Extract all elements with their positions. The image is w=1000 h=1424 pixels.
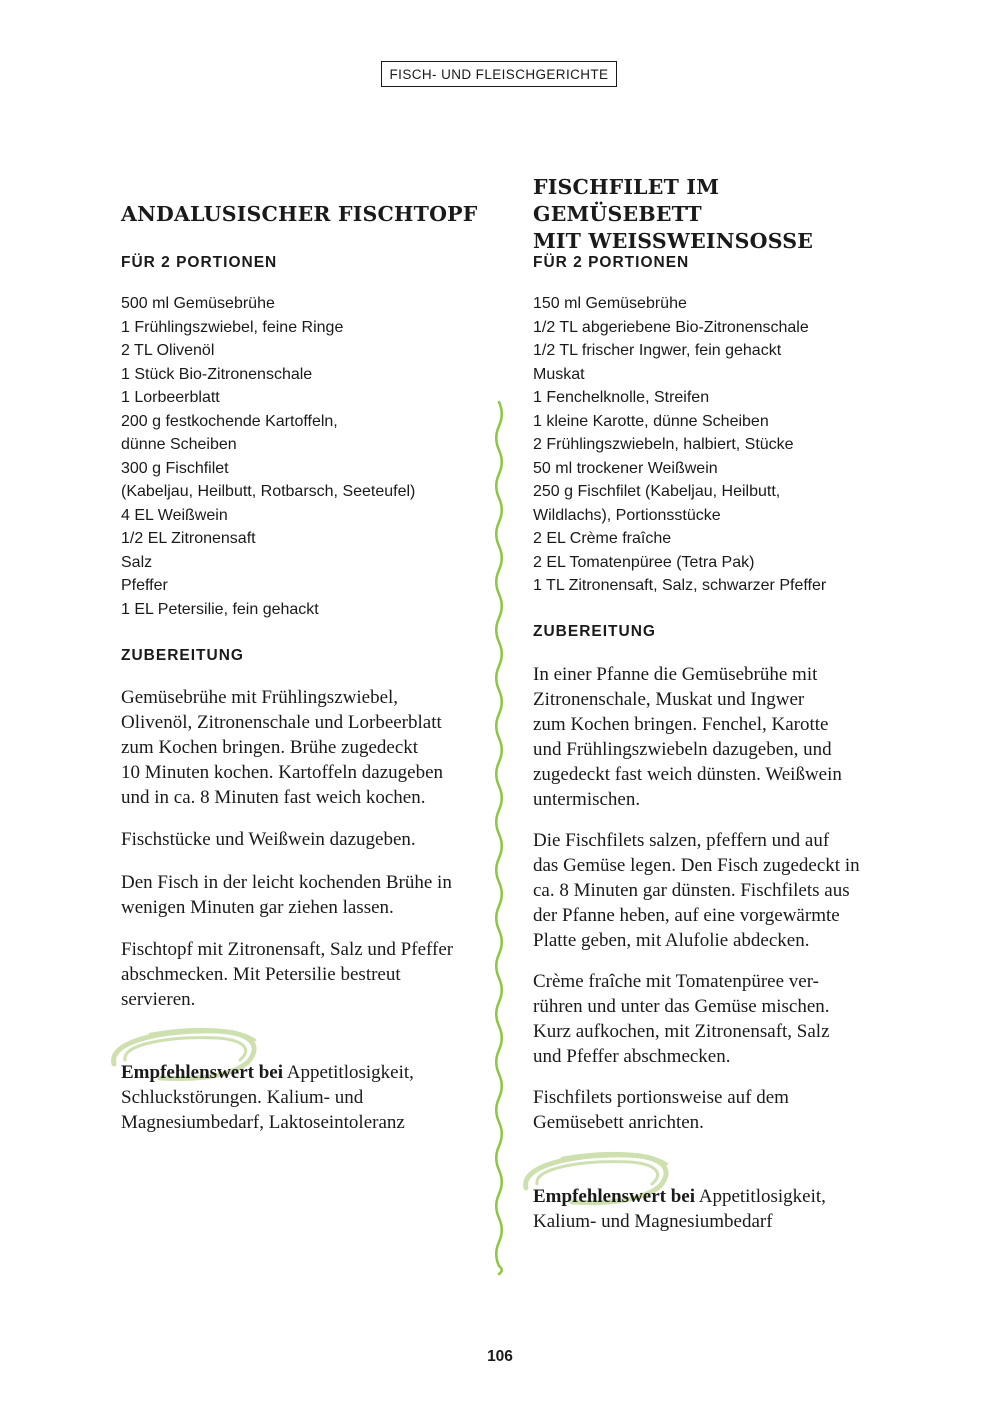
- text-line: zum Kochen bringen. Fenchel, Karotte: [533, 714, 829, 735]
- ingredient-item: Salz: [121, 553, 153, 571]
- recommend-label: Empfehlenswert bei: [121, 1062, 284, 1083]
- title-line: MIT WEISSWEINSOSSE: [533, 229, 814, 253]
- text-line: Fischstücke und Weißwein dazugeben.: [121, 829, 416, 850]
- right-portions-heading: FÜR 2 PORTIONEN: [533, 254, 690, 271]
- text-line: Magnesiumbedarf, Laktoseintoleranz: [121, 1112, 405, 1133]
- ingredient-item: Muskat: [533, 365, 585, 383]
- left-step-paragraph: [121, 827, 481, 852]
- ingredient-item: 1 Lorbeerblatt: [121, 389, 220, 406]
- text-line: Fischfilets portionsweise auf dem: [533, 1087, 789, 1108]
- ingredient-item: 2 EL Crème fraîche: [533, 530, 672, 547]
- right-step-paragraph: [533, 662, 883, 812]
- section-label: FISCH- UND FLEISCHGERICHTE: [381, 61, 617, 87]
- text-line: rühren und unter das Gemüse mischen.: [533, 996, 830, 1017]
- recommend-text: Appetitlosigkeit,: [283, 1062, 414, 1083]
- text-line: Crème fraîche mit Tomatenpüree ver-: [533, 971, 819, 992]
- recommend-text: Appetitlosigkeit,: [695, 1186, 826, 1207]
- right-step-paragraph: [533, 1085, 883, 1135]
- text-line: zum Kochen bringen. Brühe zugedeckt: [121, 737, 419, 758]
- text-line: ca. 8 Minuten gar dünsten. Fischfilets aus: [533, 880, 850, 901]
- wavy-divider-line: [496, 402, 502, 1274]
- ingredient-item: 1/2 EL Zitronensaft: [121, 530, 256, 547]
- text-line: und in ca. 8 Minuten fast weich kochen.: [121, 787, 426, 808]
- text-line: wenigen Minuten gar ziehen lassen.: [121, 897, 394, 918]
- ingredient-item: 150 ml Gemüsebrühe: [533, 295, 687, 312]
- text-line: Gemüsebrühe mit Frühlingszwiebel,: [121, 687, 399, 708]
- text-line: untermischen.: [533, 789, 641, 810]
- text-line: servieren.: [121, 989, 196, 1010]
- left-step-paragraph: [121, 937, 481, 1012]
- text-line: In einer Pfanne die Gemüsebrühe mit: [533, 664, 818, 685]
- right-recommendation: [533, 1184, 883, 1234]
- text-line: Gemüsebett anrichten.: [533, 1112, 704, 1133]
- text-line: Schluckstörungen. Kalium- und: [121, 1087, 364, 1108]
- right-prep-heading: ZUBEREITUNG: [533, 623, 656, 640]
- left-step-paragraph: [121, 685, 481, 810]
- text-line: Den Fisch in der leicht kochenden Brühe in: [121, 872, 452, 893]
- text-line: Olivenöl, Zitronenschale und Lorbeerblatt: [121, 712, 442, 733]
- ingredient-item: 200 g festkochende Kartoffeln,: [121, 412, 338, 430]
- text-line: [533, 1184, 883, 1209]
- text-line: Die Fischfilets salzen, pfeffern und auf: [533, 830, 830, 851]
- left-ingredient-list: [121, 292, 481, 621]
- text-line: Platte geben, mit Alufolie abdecken.: [533, 930, 810, 951]
- ingredient-item: 1 Stück Bio-Zitronenschale: [121, 365, 313, 383]
- left-recommendation: [121, 1060, 481, 1135]
- left-step-paragraph: [121, 870, 481, 920]
- text-line: Kalium- und Magnesiumbedarf: [533, 1211, 773, 1232]
- ingredient-item: 1/2 TL frischer Ingwer, fein gehackt: [533, 342, 782, 359]
- ingredient-item: Pfeffer: [121, 577, 168, 594]
- left-prep-heading: ZUBEREITUNG: [121, 647, 244, 664]
- ingredient-item: Wildlachs), Portionsstücke: [533, 506, 721, 524]
- ingredient-item: 1 Frühlingszwiebel, feine Ringe: [121, 318, 344, 336]
- text-line: zugedeckt fast weich dünsten. Weißwein: [533, 764, 842, 785]
- ingredient-item: 1 TL Zitronensaft, Salz, schwarzer Pfeffer: [533, 577, 827, 594]
- ingredient-item: 500 ml Gemüsebrühe: [121, 295, 275, 312]
- left-recipe-title: ANDALUSISCHER FISCHTOPF: [121, 202, 478, 226]
- text-line: der Pfanne heben, auf eine vorgewärmte: [533, 905, 840, 926]
- page-number: 106: [487, 1348, 513, 1365]
- right-recipe-title: [533, 174, 883, 255]
- ingredient-item: dünne Scheiben: [121, 436, 237, 453]
- text-line: abschmecken. Mit Petersilie bestreut: [121, 964, 401, 985]
- recommend-label: Empfehlenswert bei: [533, 1186, 696, 1207]
- ingredient-item: (Kabeljau, Heilbutt, Rotbarsch, Seeteufel): [121, 483, 416, 500]
- ingredient-item: 2 Frühlingszwiebeln, halbiert, Stücke: [533, 436, 794, 453]
- ingredient-item: 1 kleine Karotte, dünne Scheiben: [533, 412, 769, 430]
- ingredient-item: 1 EL Petersilie, fein gehackt: [121, 600, 319, 618]
- ingredient-item: 1/2 TL abgeriebene Bio-Zitronenschale: [533, 318, 809, 336]
- ingredient-item: 4 EL Weißwein: [121, 506, 228, 524]
- right-step-paragraph: [533, 969, 883, 1069]
- ingredient-item: 300 g Fischfilet: [121, 459, 229, 477]
- title-line: FISCHFILET IM GEMÜSEBETT: [533, 175, 720, 226]
- text-line: das Gemüse legen. Den Fisch zugedeckt in: [533, 855, 860, 876]
- ingredient-item: 2 TL Olivenöl: [121, 342, 215, 359]
- ingredient-item: 2 EL Tomatenpüree (Tetra Pak): [533, 553, 755, 571]
- text-line: Fischtopf mit Zitronensaft, Salz und Pfeffer: [121, 939, 454, 960]
- right-step-paragraph: [533, 828, 883, 953]
- right-ingredient-list: [533, 292, 883, 598]
- text-line: Kurz aufkochen, mit Zitronensaft, Salz: [533, 1021, 830, 1042]
- text-line: und Pfeffer abschmecken.: [533, 1046, 731, 1067]
- ingredient-item: 1 Fenchelknolle, Streifen: [533, 389, 710, 406]
- text-line: 10 Minuten kochen. Kartoffeln dazugeben: [121, 762, 444, 783]
- ingredient-item: 50 ml trockener Weißwein: [533, 459, 718, 477]
- text-line: [121, 1060, 481, 1085]
- text-line: Zitronenschale, Muskat und Ingwer: [533, 689, 805, 710]
- text-line: und Frühlingszwiebeln dazugeben, und: [533, 739, 832, 760]
- left-portions-heading: FÜR 2 PORTIONEN: [121, 254, 278, 271]
- ingredient-item: 250 g Fischfilet (Kabeljau, Heilbutt,: [533, 483, 781, 500]
